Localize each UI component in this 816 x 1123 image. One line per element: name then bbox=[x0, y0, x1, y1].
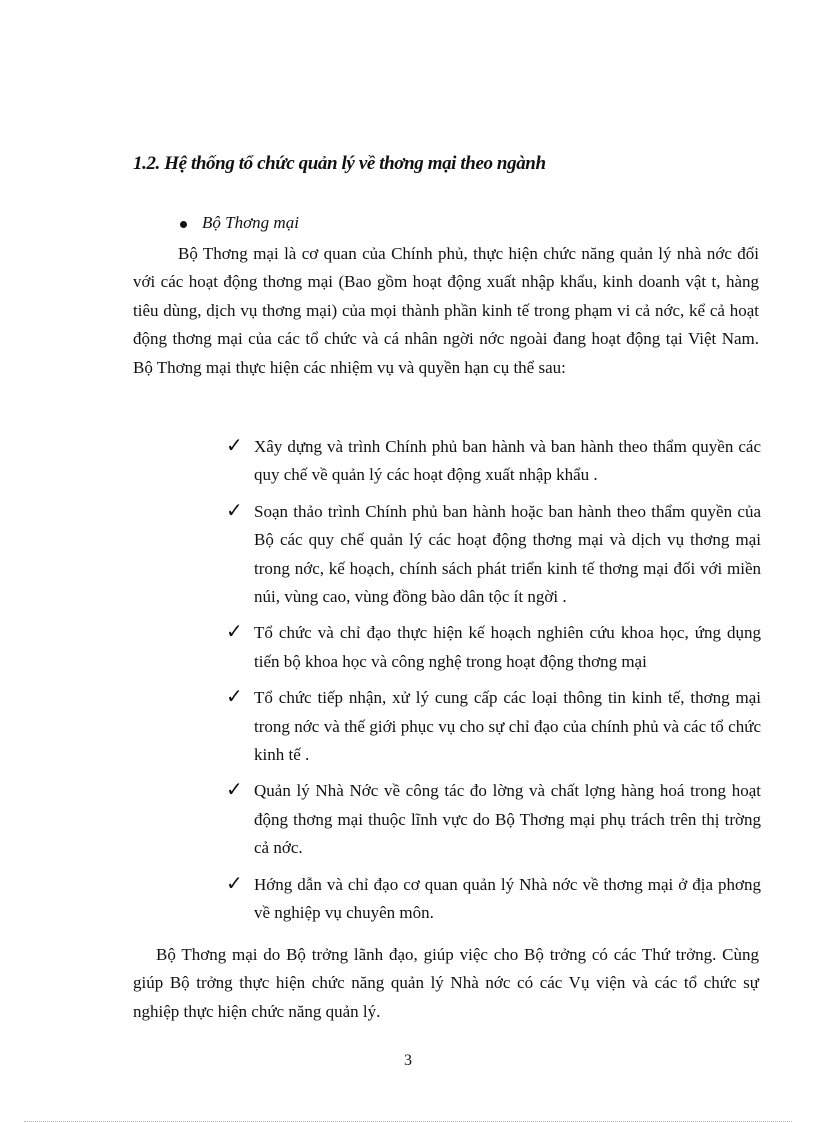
checkmark-icon: ✓ bbox=[226, 497, 243, 522]
checkmark-icon: ✓ bbox=[226, 619, 243, 644]
duty-item bbox=[226, 498, 761, 612]
duty-item bbox=[226, 777, 761, 862]
page-bottom-divider bbox=[24, 1121, 792, 1122]
duties-list bbox=[226, 433, 761, 936]
duty-text: Tổ chức và chỉ đạo thực hiện kế hoạch nghiên cứu khoa học, ứng dụng tiến bộ khoa học và công nghệ trong hoạt động thơng mại bbox=[254, 623, 761, 671]
duty-text: Hớng dẫn và chỉ đạo cơ quan quản lý Nhà nớc về thơng mại ở địa phơng về nghiệp vụ chuyên môn. bbox=[254, 874, 761, 923]
duty-text: Quản lý Nhà Nớc về công tác đo lờng và chất lợng hàng hoá trong hoạt động thơng mại thuộc lĩnh vực do Bộ Thơng mại phụ trách trên thị trờng cả nớc. bbox=[254, 781, 761, 858]
duty-item bbox=[226, 619, 761, 676]
checkmark-icon: ✓ bbox=[226, 433, 243, 457]
duty-item bbox=[226, 433, 761, 490]
closing-paragraph: Bộ Thơng mại do Bộ trởng lãnh đạo, giúp việc cho Bộ trởng có các Thứ trởng. Cùng giúp Bộ trởng thực hiện chức năng quản lý Nhà nớc có các Vụ viện và các tổ chức sự nghiệp thực hiện chức năng quản lý. bbox=[133, 945, 759, 1021]
duty-text: Tổ chức tiếp nhận, xử lý cung cấp các loại thông tin kinh tế, thơng mại trong nớc và thế giới phục vụ cho sự chỉ đạo của chính phủ và các tổ chức kinh tế . bbox=[254, 688, 761, 765]
checkmark-icon: ✓ bbox=[226, 870, 243, 895]
section-bullet-label: Bộ Thơng mại bbox=[202, 213, 299, 232]
checkmark-icon: ✓ bbox=[226, 684, 243, 709]
bullet-dot-icon bbox=[180, 221, 187, 228]
duty-text: Xây dựng và trình Chính phủ ban hành và ban hành theo thẩm quyền các quy chế về quản lý các hoạt động xuất nhập khẩu . bbox=[254, 437, 761, 485]
intro-paragraph: Bộ Thơng mại là cơ quan của Chính phủ, thực hiện chức năng quản lý nhà nớc đối với các hoạt động thơng mại (Bao gồm hoạt động xuất nhập khẩu, kinh doanh vật t, hàng tiêu dùng, dịch vụ thơng mại) của mọi thành phần kinh tế trong phạm vi cả nớc, kể cả hoạt động thơng mại của các tổ chức và cá nhân ngời nớc ngoài đang hoạt động tại Việt Nam. Bộ Thơng mại thực hiện các nhiệm vụ và quyền hạn cụ thể sau: bbox=[133, 244, 759, 377]
section-heading: 1.2. Hệ thống tổ chức quản lý về thơng mại theo ngành bbox=[133, 153, 546, 174]
page-number: 3 bbox=[404, 1052, 412, 1069]
duty-item bbox=[226, 684, 761, 769]
duty-item bbox=[226, 871, 761, 928]
checkmark-icon: ✓ bbox=[226, 777, 243, 802]
duty-text: Soạn thảo trình Chính phủ ban hành hoặc ban hành theo thẩm quyền của Bộ các quy chế quản lý các hoạt động thơng mại và dịch vụ thơng mại trong nớc, kế hoạch, chính sách phát triển kinh tế thơng mại đối với miền núi, vùng cao, vùng đồng bào dân tộc ít ngời . bbox=[254, 501, 761, 607]
